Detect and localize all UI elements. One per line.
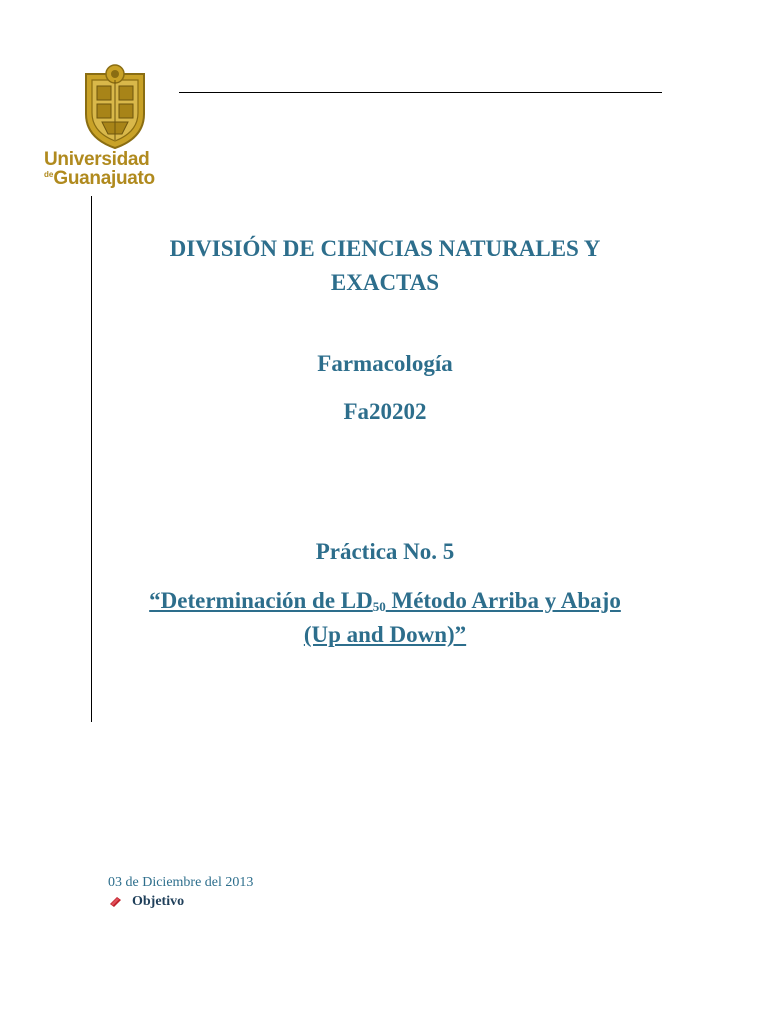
- objective-label: Objetivo: [132, 894, 185, 909]
- university-name: [44, 150, 184, 188]
- red-diamond-bullet-icon: [109, 896, 122, 908]
- logo-guanajuato: Guanajuato: [53, 168, 155, 189]
- practice-title-line-2: (Up and Down)”: [303, 622, 467, 647]
- practice-title: [100, 584, 670, 652]
- objective-item: [109, 893, 184, 911]
- logo-line-1: Universidad: [44, 149, 150, 170]
- course-code: Fa20202: [343, 399, 427, 424]
- logo-prefix: de: [44, 170, 54, 179]
- division-heading: [100, 232, 670, 300]
- title-part-2: Método Arriba y Abajo: [385, 588, 621, 613]
- title-part-1: “Determinación de LD: [149, 588, 373, 613]
- practice-number: Práctica No. 5: [315, 539, 455, 564]
- university-logo: [44, 62, 180, 194]
- division-line-2: EXACTAS: [330, 270, 440, 295]
- practice-title-line-1: [100, 584, 670, 618]
- header-rule: [179, 92, 662, 93]
- subject-title: Farmacología: [317, 351, 453, 376]
- title-subscript: 50: [372, 599, 386, 614]
- division-line-1: DIVISIÓN DE CIENCIAS NATURALES Y: [169, 236, 601, 261]
- date-text: 03 de Diciembre del 2013: [108, 875, 254, 890]
- logo-line-2: [44, 169, 184, 188]
- margin-rule: [91, 196, 92, 722]
- university-seal-icon: [76, 64, 154, 150]
